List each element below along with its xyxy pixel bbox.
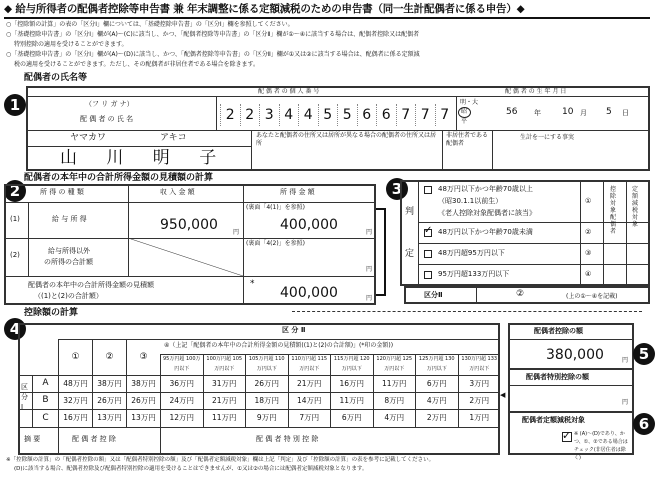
number-digit[interactable]: 7 [435,104,455,126]
check-3[interactable] [424,250,432,258]
circle-4: 4 [4,318,26,340]
diagonal-line [128,238,243,276]
same-living-label: 生計を一にする事実 [520,134,575,141]
number-digit[interactable]: 7 [415,104,435,126]
deduction-cell: 11万円 [330,392,373,409]
deduction-cell: 18万円 [245,392,288,409]
deduction-cell: 36万円 [160,375,203,392]
col4-sub-head: 120万円超 125万円以下 [373,354,416,375]
check-1[interactable] [424,186,432,194]
col4-sub-head: 130万円超 133万円以下 [458,354,501,375]
section2-title: 配偶者の本年中の合計所得金額の見積額の計算 [24,173,214,183]
deduction-cell: 21万円 [203,392,246,409]
check-2-mark: ✓ [424,225,433,236]
form-title: ◆ 給与所得者の配偶者控除等申告書 兼 年末調整に係る定額減税のための申告書（同一生計配偶者に係る申告）◆ [4,3,525,15]
era-heisei: 平 [461,118,468,125]
era-meiji-taisho: 明・大 [460,99,479,106]
deduction-cell: 1万円 [458,409,501,427]
note-1: ○「控除額の計算」の表の「区分Ⅰ」欄については、「基礎控除申告書」の「区分Ⅰ」欄を参照してください。 [6,21,294,28]
number-digit[interactable]: 4 [279,104,299,126]
col4-sub-head: 100万円超 105万円以下 [203,354,246,375]
birth-year[interactable]: 56 [506,107,518,117]
deduction-cell: 11万円 [203,409,246,427]
deduction-cell: 6万円 [415,375,458,392]
kubun2-value[interactable]: ② [516,289,525,299]
deduction-cell: 13万円 [92,409,126,427]
bottom-note-1: ※「控除額の計算」の「配偶者控除の額」又は「配偶者特別控除の額」及び「配偶者定額減税対象」欄は上記「判定」及び「控除額の計算」の表を参考に記載してください。 [6,457,435,463]
deduction-cell: 32万円 [58,392,92,409]
deduction-cell: 2万円 [458,392,501,409]
col4-sub-head: 110万円超 115万円以下 [288,354,331,375]
furigana-first[interactable]: アキコ [160,133,187,143]
label-number: 配 偶 者 の 個 人 番 号 [258,88,320,95]
deduction-cell: 26万円 [245,375,288,392]
deduction-cell: 16万円 [58,409,92,427]
spouse-deduction-amount[interactable]: 380,000 [546,347,604,363]
row-key: A [32,375,58,392]
deduction-cell: 7万円 [288,409,331,427]
circle-1: 1 [4,94,26,116]
check-4[interactable] [424,271,432,279]
deduction-cell: 16万円 [330,375,373,392]
note-4: ○「基礎控除申告書」の「区分Ⅰ」欄が(A)～(D)に該当し、かつ、「配偶者控除等申告書」の「区分Ⅱ」欄が①又は②に該当する場合は、配偶者に係る定額減 [6,51,420,58]
deduction-cell: 38万円 [126,375,160,392]
col4-sub-head: 125万円超 130万円以下 [415,354,458,375]
deduction-cell: 14万円 [288,392,331,409]
deduction-cell: 4万円 [415,392,458,409]
col4-sub-head: 105万円超 110万円以下 [245,354,288,375]
number-digit[interactable]: 6 [357,104,377,126]
deduction-cell: 24万円 [160,392,203,409]
circle-6: 6 [633,413,655,435]
note-2: ○「基礎控除申告書」の「区分Ⅰ」欄が(A)～(C)に該当し、かつ、「配偶者控除等申告書」の「区分Ⅱ」欄が①～④に該当する場合は、配偶者控除又は配偶者 [6,31,420,38]
number-digit[interactable]: 2 [240,104,260,126]
deduction-cell: 4万円 [373,409,416,427]
col4-sub-head: 115万円超 120万円以下 [330,354,373,375]
nonresident-label: 非居住者である配偶者 [446,132,489,147]
note-3: 特別控除の適用を受けることができます。 [14,41,128,48]
number-digit[interactable]: 4 [298,104,318,126]
deduction-cell: 26万円 [92,392,126,409]
deduction-cell: 6万円 [330,409,373,427]
era-showa: 昭 [461,108,468,115]
number-digit[interactable]: 5 [318,104,338,126]
deduction-cell: 3万円 [458,375,501,392]
circle-3: 3 [386,178,408,200]
col-head: ② [92,339,126,375]
number-digit[interactable]: 5 [337,104,357,126]
number-digit[interactable]: 2 [220,104,240,126]
deduction-cell: 12万円 [160,409,203,427]
number-digit[interactable]: 7 [396,104,416,126]
salary-income[interactable]: 950,000 [160,217,218,233]
bottom-note-2: (D)に該当する場合、配偶者控除及び配偶者特別控除の適用を受けることはできませんが、①又は②の場合には配偶者定額減税対象となります。 [14,466,368,472]
total-income[interactable]: 400,000 [280,285,338,301]
circle-5: 5 [633,343,655,365]
label-furigana: （フ リ ガ ナ） [85,100,134,108]
arrow-to-hantei [376,208,386,296]
birth-day[interactable]: 5 [606,107,612,117]
row-key: C [32,409,58,427]
header-rule [4,17,650,19]
label-name: 配 偶 者 の 氏 名 [80,115,134,123]
spouse-number[interactable] [220,104,454,126]
col4-sub-head: 95万円超 100万円以下 [160,354,203,375]
label-birth: 配 偶 者 の 生 年 月 日 [505,88,567,95]
deduction-cell: 9万円 [245,409,288,427]
spouse-name[interactable]: 山 川 明 子 [60,148,229,168]
deduction-cell: 8万円 [373,392,416,409]
dashed-link [292,311,642,312]
note-5: 税の適用を受けることができます。ただし、その配偶者が非居住者である場合を除きます。 [14,61,260,68]
deduction-cell: 48万円 [58,375,92,392]
salary-amount[interactable]: 400,000 [280,217,338,233]
furigana-last[interactable]: ヤマカワ [70,133,107,143]
col-head: ① [58,339,92,375]
row-key: B [32,392,58,409]
teigaku-check-mark: ✓ [562,429,572,442]
number-digit[interactable]: 6 [376,104,396,126]
deduction-cell: 11万円 [373,375,416,392]
address-label: あなたと配偶者の住所又は居所が異なる場合の配偶者の住所又は居所 [256,132,437,147]
deduction-cell: 38万円 [92,375,126,392]
circle-2: 2 [4,180,26,202]
col-head: ③ [126,339,160,375]
deduction-cell: 21万円 [288,375,331,392]
birth-month[interactable]: 10 [562,107,574,117]
section1-title: 配偶者の氏名等 [24,73,88,83]
deduction-cell: 13万円 [126,409,160,427]
deduction-cell: 26万円 [126,392,160,409]
number-digit[interactable]: 3 [259,104,279,126]
section4-title: 控除額の計算 [24,308,79,318]
deduction-cell: 31万円 [203,375,246,392]
deduction-cell: 2万円 [415,409,458,427]
